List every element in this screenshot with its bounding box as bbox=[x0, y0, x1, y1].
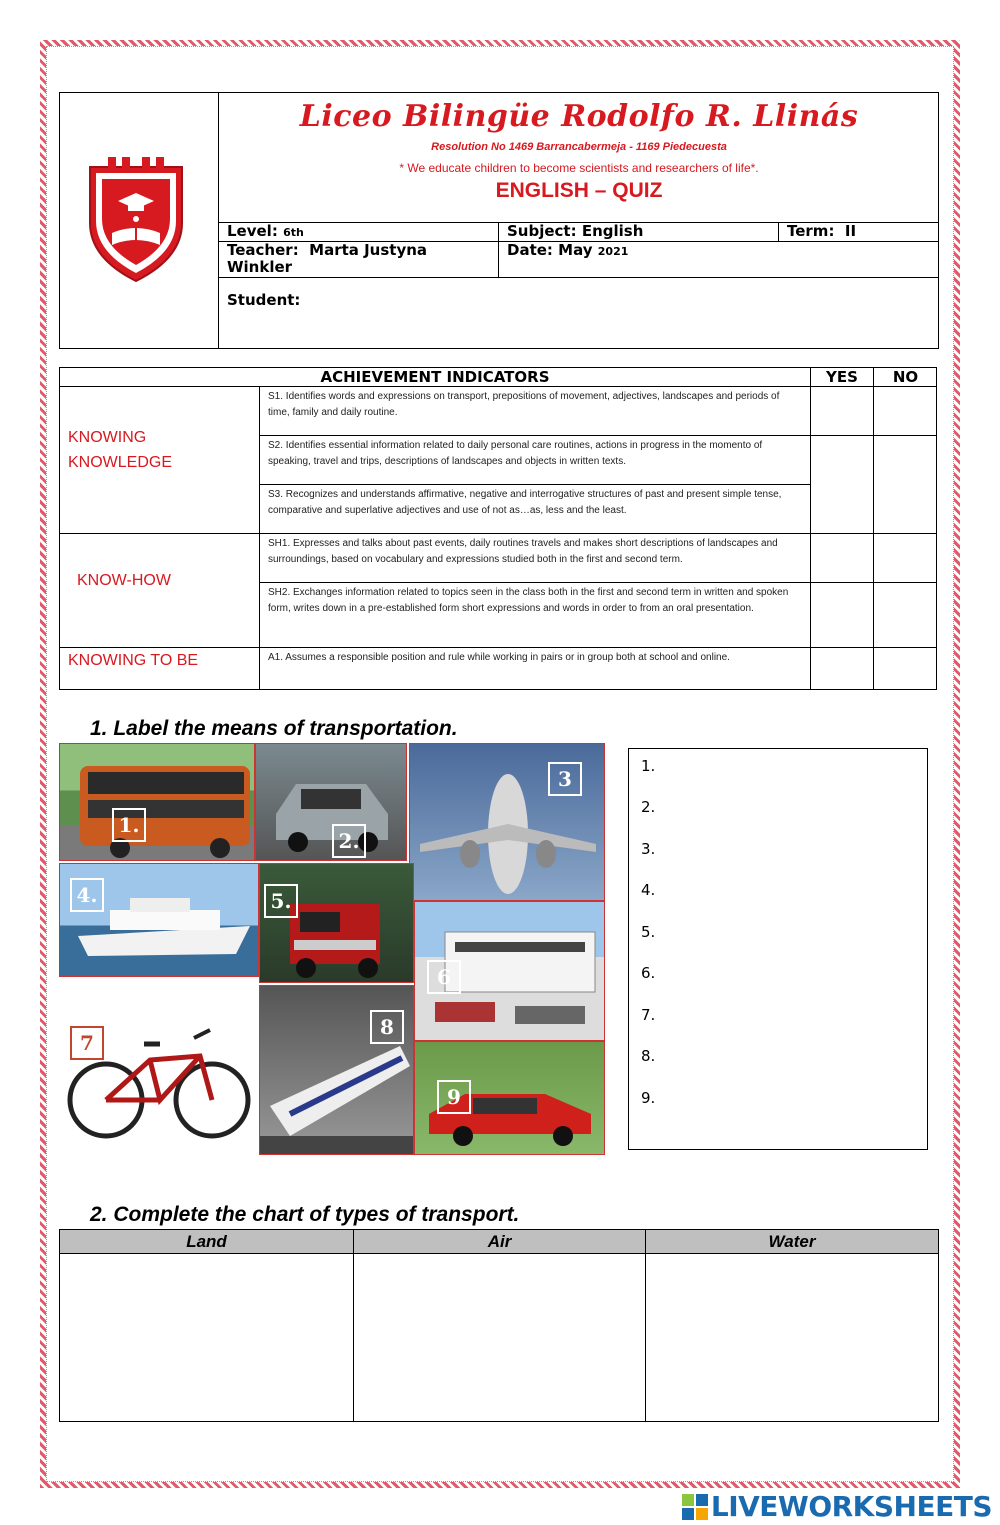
photo-label-3: 3 bbox=[548, 762, 582, 796]
subject-label: Subject bbox=[507, 222, 571, 240]
subject-value: English bbox=[581, 222, 644, 240]
answer-box bbox=[628, 748, 928, 1150]
info-row-level bbox=[219, 222, 939, 242]
school-name: Liceo Bilingüe Rodolfo R. Llinás bbox=[299, 99, 859, 134]
school-crest-icon bbox=[82, 153, 190, 283]
photo-label-6: 6 bbox=[427, 960, 461, 994]
column-header-land: Land bbox=[60, 1230, 353, 1254]
land-answer-area[interactable] bbox=[60, 1255, 353, 1421]
category-knowing bbox=[60, 387, 259, 534]
photo-cruise-ship bbox=[59, 863, 259, 977]
checkbox-yes-s1[interactable] bbox=[810, 387, 873, 436]
checkbox-no-a1[interactable] bbox=[873, 648, 937, 690]
photo-bus bbox=[59, 743, 255, 861]
liveworksheets-mark-icon bbox=[682, 1494, 708, 1520]
photo-airplane bbox=[409, 743, 605, 901]
achievement-title: ACHIEVEMENT INDICATORS bbox=[320, 368, 550, 386]
resolution-text: Resolution No 1469 Barrancabermeja - 1169 Piedecuesta bbox=[431, 141, 727, 153]
transport-type-chart bbox=[59, 1229, 939, 1422]
checkbox-yes-s2-s3[interactable] bbox=[810, 436, 873, 534]
level-label: Level bbox=[227, 222, 272, 240]
photo-label-4: 4. bbox=[70, 878, 104, 912]
water-answer-area[interactable] bbox=[646, 1255, 938, 1421]
checkbox-no-sh1[interactable] bbox=[873, 534, 937, 583]
photo-label-9: 9 bbox=[437, 1080, 471, 1114]
logo-cell bbox=[60, 93, 219, 348]
info-row-teacher bbox=[219, 241, 939, 278]
question-2-title: 2. Complete the chart of types of transport. bbox=[90, 1203, 520, 1226]
date-label: Date bbox=[507, 241, 547, 259]
liveworksheets-logo[interactable] bbox=[682, 1490, 992, 1524]
photo-label-1: 1. bbox=[112, 808, 146, 842]
answer-line-4[interactable]: 4. bbox=[641, 881, 656, 899]
yes-header: YES bbox=[810, 368, 873, 386]
date-cell: Date: May 2021 bbox=[498, 242, 939, 278]
quiz-title: ENGLISH – QUIZ bbox=[495, 179, 663, 202]
answer-line-6[interactable]: 6. bbox=[641, 964, 656, 982]
photo-bicycle bbox=[59, 979, 259, 1155]
category-knowing-line2: KNOWLEDGE bbox=[68, 454, 173, 471]
photo-label-7: 7 bbox=[70, 1026, 104, 1060]
indicator-s2: S2. Identifies essential information related to daily personal care routines, actions in progress in the momento of speaking, travel and trips, descriptions of landscapes and objects in written texts. bbox=[259, 436, 810, 485]
column-header-air: Air bbox=[353, 1230, 645, 1254]
transport-photo-collage bbox=[59, 743, 605, 1155]
level-value: 6th bbox=[283, 226, 304, 239]
category-know-how bbox=[60, 534, 259, 648]
category-knowing-to-be-label: KNOWING TO BE bbox=[68, 652, 199, 669]
school-motto: * We educate children to become scientists and researchers of life*. bbox=[399, 161, 759, 175]
photo-label-5: 5. bbox=[264, 884, 298, 918]
liveworksheets-brand: LIVEWORKSHEETS bbox=[710, 1490, 992, 1523]
term-label: Term bbox=[787, 222, 829, 240]
indicator-s3: S3. Recognizes and understands affirmative, negative and interrogative structures of past and present simple tense, comparative and superlative adjectives and use of not as…as, less and the least. bbox=[259, 485, 810, 534]
subject-cell: Subject: English bbox=[498, 223, 778, 242]
student-cell[interactable]: Student: bbox=[227, 291, 301, 309]
indicator-sh2: SH2. Exchanges information related to topics seen in the class both in the first and second term in written and spoken form, writes down in a pre-established form short expressions and words in order to from an oral presentation. bbox=[259, 583, 810, 648]
photo-car bbox=[255, 743, 407, 861]
checkbox-yes-sh2[interactable] bbox=[810, 583, 873, 648]
answer-line-3[interactable]: 3. bbox=[641, 840, 656, 858]
term-value: II bbox=[844, 222, 857, 240]
air-answer-area[interactable] bbox=[354, 1255, 645, 1421]
checkbox-no-s2-s3[interactable] bbox=[873, 436, 937, 534]
no-header: NO bbox=[873, 368, 937, 386]
term-cell: Term: II bbox=[778, 223, 939, 242]
indicator-s1: S1. Identifies words and expressions on transport, prepositions of movement, adjectives, landscapes and periods of time, family and daily routine. bbox=[259, 387, 810, 436]
photo-ferry bbox=[414, 901, 605, 1041]
checkbox-no-sh2[interactable] bbox=[873, 583, 937, 648]
photo-label-8: 8 bbox=[370, 1010, 404, 1044]
answer-line-9[interactable]: 9. bbox=[641, 1089, 656, 1107]
photo-truck bbox=[259, 863, 414, 983]
date-value: May bbox=[558, 241, 593, 259]
teacher-label: Teacher bbox=[227, 241, 293, 259]
achievement-header bbox=[60, 368, 936, 387]
answer-line-5[interactable]: 5. bbox=[641, 923, 656, 941]
checkbox-no-s1[interactable] bbox=[873, 387, 937, 436]
indicator-sh1: SH1. Expresses and talks about past events, daily routines travels and makes short descriptions of landscapes and surroundings, based on vocabulary and expressions studied both in the first and second term. bbox=[259, 534, 810, 583]
photo-red-car bbox=[414, 1041, 605, 1155]
indicator-a1: A1. Assumes a responsible position and rule while working in pairs or in group both at school and online. bbox=[259, 648, 810, 690]
answer-line-8[interactable]: 8. bbox=[641, 1047, 656, 1065]
photo-train bbox=[259, 985, 414, 1155]
category-know-how-label: KNOW-HOW bbox=[77, 572, 171, 589]
checkbox-yes-sh1[interactable] bbox=[810, 534, 873, 583]
teacher-cell: Teacher: Marta Justyna Winkler bbox=[227, 241, 428, 276]
answer-line-7[interactable]: 7. bbox=[641, 1006, 656, 1024]
info-row-student bbox=[219, 277, 939, 349]
answer-line-1[interactable]: 1. bbox=[641, 757, 656, 775]
bus-icon bbox=[60, 744, 255, 861]
category-knowing-line1: KNOWING bbox=[68, 429, 147, 446]
category-knowing-to-be bbox=[60, 648, 259, 690]
bicycle-icon bbox=[60, 980, 259, 1155]
truck-icon bbox=[260, 864, 414, 983]
date-year: 2021 bbox=[597, 245, 629, 258]
photo-label-2: 2. bbox=[332, 824, 366, 858]
question-1-title: 1. Label the means of transportation. bbox=[90, 717, 458, 740]
answer-line-2[interactable]: 2. bbox=[641, 798, 656, 816]
level-cell: Level: 6th bbox=[227, 222, 304, 240]
student-label: Student bbox=[227, 291, 295, 309]
teacher-value: Marta Justyna Winkler bbox=[227, 241, 428, 276]
achievement-table bbox=[59, 367, 937, 690]
checkbox-yes-a1[interactable] bbox=[810, 648, 873, 690]
column-header-water: Water bbox=[645, 1230, 938, 1254]
header-box bbox=[59, 92, 939, 349]
